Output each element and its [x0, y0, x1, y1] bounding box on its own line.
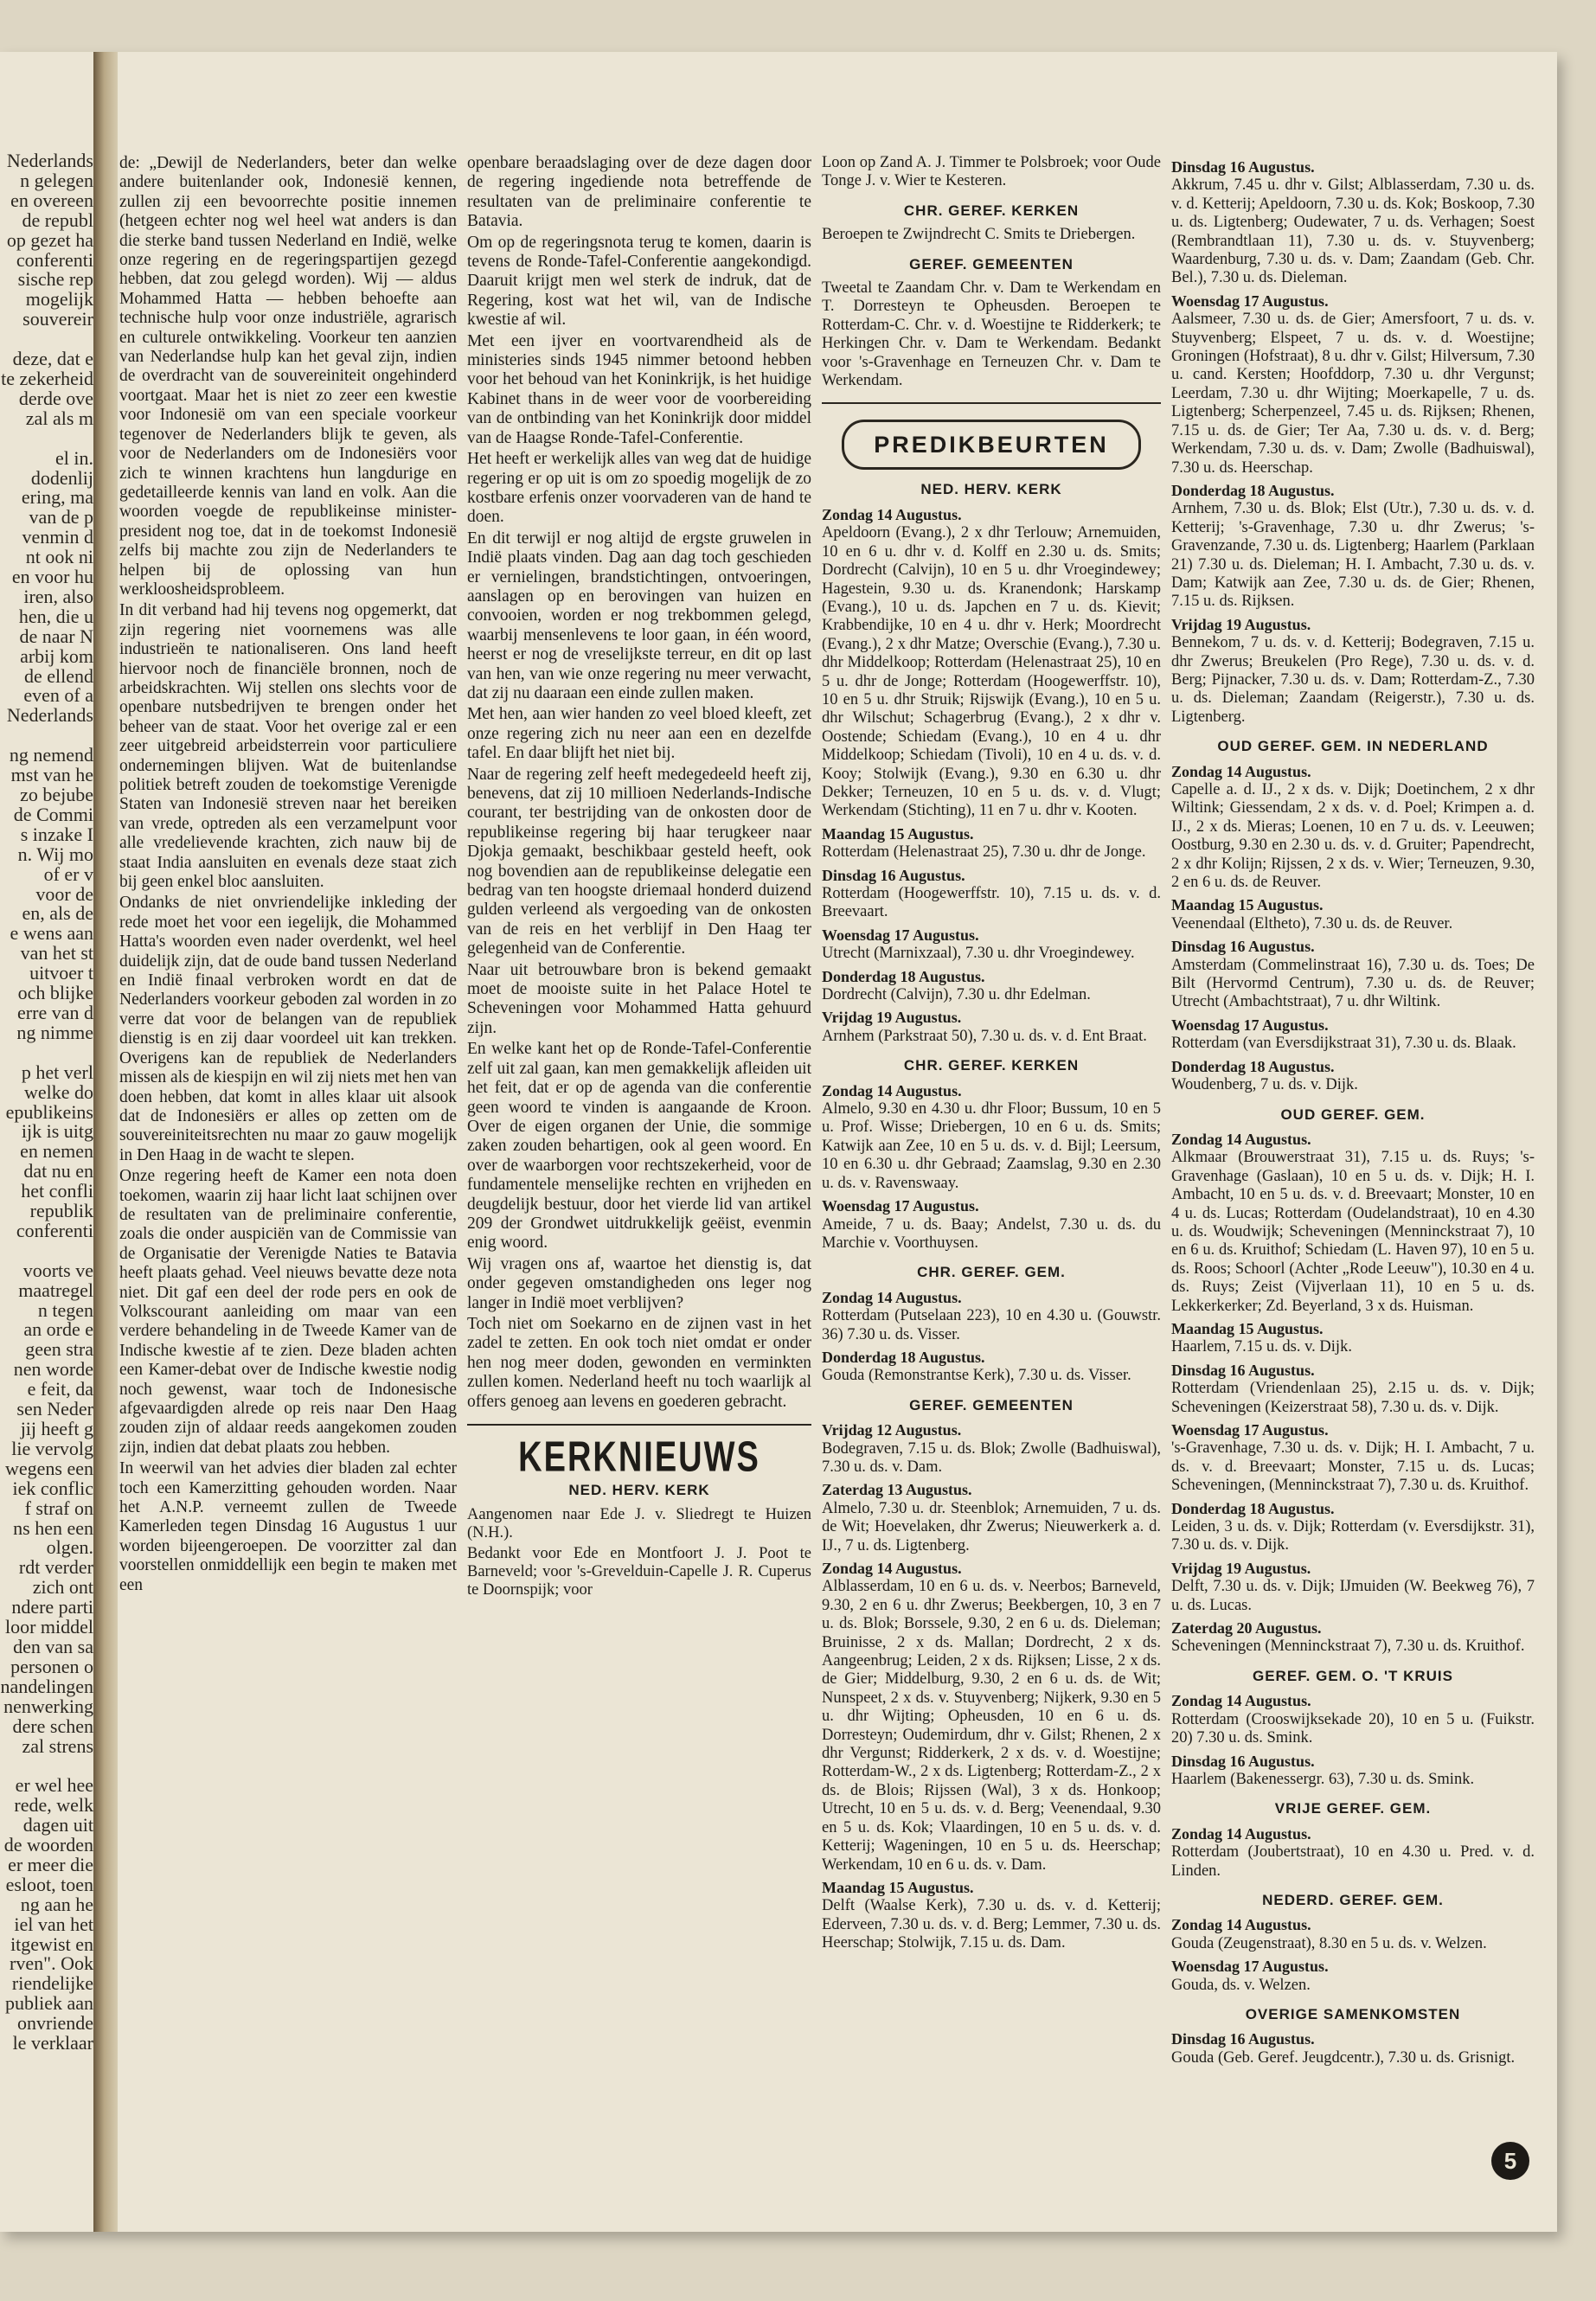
fragment-line [0, 1241, 93, 1261]
service-listing: Delft, 7.30 u. ds. v. Dijk; IJmuiden (W. Beekweg 76), 7 u. ds. Lucas. [1171, 1578, 1535, 1614]
paragraph: En dit terwijl er nog altijd de ergste gruwelen in Indië plaats vinden. Dag aan dag toch geschieden er vernielingen, brandstichtingen, ontvoeringen, aanslagen op en berovingen van huizen en convooien, worden er nog trekbommen gelegd, waarbij mensenlevens te loor gaan, in één woord, heerst er nog de vreselijkste terreur, en dit op last van hen, van wie onze regering nu meer verwacht, dat zij nu daaraan een einde zullen maken. [467, 529, 811, 702]
fragment-line: zo bejube [20, 784, 93, 805]
fragment-line: dodenlij [30, 466, 93, 489]
fragment-line: e feit, da [27, 1378, 93, 1400]
fragment-line: den van sa [13, 1635, 93, 1657]
church-news-column [822, 154, 1161, 2144]
fragment-line: mst van he [10, 764, 93, 786]
fragment-line: rven". Ook [10, 1952, 93, 1975]
service-listing: Haarlem (Bakenessergr. 63), 7.30 u. ds. Smink. [1171, 1770, 1475, 1788]
service-listing: Alkmaar (Brouwerstraat 31), 7.15 u. ds. Ruys; 's-Gravenhage (Gaslaan), 10 en 5 u. ds. v. Dijk; H. I. Ambacht, 10 en 5 u. ds. v. d. Breevaart; Monster, 10 en 4 u. ds. Lucas; Rotterdam (Oudelandstraat), 10 en 4.30 u. ds. Woudwijk; Scheveningen (Menninckstraat 7), 10 en 6 u. ds. Kruithof; Schiedam (L. Haven 97), 10 en 5 u. ds. Roos; Schoorl (Achter „Rode Leeuw"), 10.30 en 4 u. ds. Ruys; Zeist (Vijverlaan 11), 10 en 5 u. ds. Lekkerkerker; Zd. Beyerland, 3 x ds. Huisman. [1171, 1149, 1535, 1315]
service-listing: Alblasserdam, 10 en 6 u. ds. v. Neerbos; Barneveld, 9.30, 2 en 6 u. dhr Zwerus; Beekbergen, 10, 3 en 7 u. ds. Blok; Borssele, 9.30, 2 en 6 u. ds. Dieleman; Bruinisse, 2 x ds. Mallan; Dordrecht, 2 x ds. Aangeenbrug; Leiden, 2 x ds. Rijksen; Lisse, 2 x ds. de Gier; Middelburg, 9.30, 2 en 6 u. ds. de Wit; Nunspeet, 2 x ds. v. Stuyvenberg; Nijkerk, 9.30 en 5 u. dhr Wijting; Opheusden, 10 en 6 u. ds. Dorresteyn; Oudemirdum, dhr v. Gilst; Rhenen, 2 x dhr Vergunst; Ridderkerk, 2 x ds. v. d. Woestijne; Rotterdam-W., 2 x ds. Ligtenberg; Rotterdam-Z., 2 x ds. de Blois; Rijssen (Wal), 3 x ds. Honkoop; Utrecht, 10 en 5 u. ds. v. d. Berg; Veenendaal, 9.30 en 5 u. ds. Kok; Vlaardingen, 10 en 5 u. ds. v. d. Ketterij; Wageningen, 10 en 5 u. ds. Heerschap; Werkendam, 10 en 6 u. ds. v. Dam. [822, 1578, 1161, 1874]
service-day: Zondag 14 Augustus. [1171, 1692, 1311, 1710]
fragment-line: le verklaar [12, 2032, 93, 2054]
service-listing: Rotterdam (Helenastraat 25), 7.30 u. dhr de Jonge. [822, 843, 1146, 862]
fragment-line: s inzake I [20, 823, 93, 845]
service-day: Donderdag 18 Augustus. [822, 1348, 985, 1366]
service-listing: Almelo, 9.30 en 4.30 u. dhr Floor; Bussum, 10 en 5 u. Prof. Wisse; Driebergen, 10 en 6 u. ds. Smits; Katwijk aan Zee, 10 en 5 u. ds. v. d. Bijl; Leersum, 10 en 6.30 u. dhr Gebraad; Zaamslag, 9.30 en 2.30 u. ds. v. Ravenswaay. [822, 1100, 1161, 1192]
fragment-line: en nemen [20, 1140, 93, 1163]
fragment-line: ng aan he [20, 1893, 93, 1915]
church-announcement: Loon op Zand A. J. Timmer te Polsbroek; voor Oude Tonge J. v. Wier te Kesteren. [822, 154, 1161, 190]
article-column-1 [119, 154, 457, 2144]
fragment-line: nandelingen [0, 1675, 93, 1697]
service-listing: Apeldoorn (Evang.), 2 x dhr Terlouw; Arnemuiden, 10 en 6 u. dhr v. d. Kolff en 2.30 u. ds. Smits; Dordrecht (Calvijn), 10 en 5 u. dhr Vroegindewey; Hagestein, 9.30 u. ds. Kranendonk; Harskamp (Evang.), 10 u. ds. Japchen en 7 u. ds. Kievit; Krabbendijke, 10 en 4 u. dhr v. Herk; Moordrecht (Evang.), 2 x dhr Matze; Overschie (Evang.), 7.30 u. dhr Middelkoop; Rotterdam (Helenastraat 25), 10 en 5 u. dhr de Jonge; Rotterdam (Hoogewerffstr. 10), 10 en 5 u. dhr Struik; Rijswijk (Evang.), 10 en 5 u. dhr Wilschut; Schagerbrug (Evang.), 2 x dhr v. Oostende; Schiedam (Evang.), 10 en 4 u. dhr Middelkoop; Schiedam (Tivoli), 10 en 4 u. ds. v. d. Kooy; Stolwijk (Evang.), 9.30 en 6.30 u. dhr Dekker; Terneuzen, 10 en 5 u. ds. v. d. Vlugt; Werkendam (Stichting), 11 en 7 u. dhr v. Kooten. [822, 524, 1161, 820]
fragment-line: ng nemend [9, 744, 93, 766]
fragment-line: ns hen een [13, 1516, 93, 1539]
service-day: Donderdag 18 Augustus. [1171, 1057, 1335, 1075]
fragment-line: dagen uit [22, 1814, 93, 1836]
fragment-line: de Commi [13, 803, 93, 825]
fragment-line: zich ont [32, 1576, 93, 1599]
service-day: Zondag 14 Augustus. [1171, 1916, 1311, 1934]
service-listing: 's-Gravenhage, 7.30 u. ds. v. Dijk; H. I. Ambacht, 7 u. ds. v. d. Breevaart; Monster, 7.15 u. ds. Lucas; Scheveningen, (Menninckstraat 7), 7.30 u. ds. Kruithof. [1171, 1439, 1535, 1495]
service-day: Vrijdag 19 Augustus. [1171, 615, 1311, 633]
service-day: Vrijdag 12 Augustus. [822, 1421, 962, 1439]
service-listing: Rotterdam (Vriendenlaan 25), 2.15 u. ds. v. Dijk; Scheveningen (Keizerstraat 58), 7.30 u. ds. v. Dijk. [1171, 1380, 1535, 1416]
fragment-line [0, 726, 93, 746]
fragment-line: sische rep [17, 268, 93, 291]
service-listing: Rotterdam (Putselaan 223), 10 en 4.30 u. (Gouwstr. 36) 7.30 u. ds. Visser. [822, 1307, 1161, 1343]
fragment-line: e wens aan [10, 922, 93, 945]
fragment-line: riendelijke [11, 1972, 93, 1995]
fragment-line: en, als de [22, 902, 93, 925]
service-day: Zaterdag 13 Augustus. [822, 1481, 972, 1499]
fragment-line: rdt verder [18, 1556, 93, 1579]
service-day: Maandag 15 Augustus. [822, 1878, 974, 1896]
service-day: Donderdag 18 Augustus. [1171, 481, 1335, 499]
fragment-line: er meer die [8, 1853, 93, 1875]
fragment-line: ng nimme [16, 1021, 93, 1043]
fragment-line: venmin d [22, 526, 93, 548]
service-day: Zondag 14 Augustus. [822, 1288, 962, 1306]
fragment-line: of er v [43, 862, 93, 885]
fragment-line: Nederlands [6, 704, 93, 727]
service-listing: Leiden, 3 u. ds. v. Dijk; Rotterdam (v. Eversdijkstr. 31), 7.30 u. ds. v. Dijk. [1171, 1518, 1535, 1554]
paragraph: En welke kant het op de Ronde-Tafel-Conferentie zelf uit zal gaan, kan men gemakkelijk afleiden uit het feit, dat er op de agenda van die conferentie geen woord te vinden is aangaande de Kroon. Over de eigen organen der Unie, die sommige zaken zouden behartigen, ook al geen woord. En over de waarborgen voor rechtszekerheid, voor de fundamentele menselijke rechten en vrijheden en deugdelijk bestuur, door het vierde lid van artikel 209 der Grondwet uitdrukkelijk geëist, evenmin enig woord. [467, 1040, 811, 1253]
fragment-line: an orde e [23, 1318, 93, 1341]
church-announcement: Bedankt voor Ede en Montfoort J. J. Poot te Barneveld; voor 's-Grevelduin-Capelle J. R. Cuperus te Doornspijk; voor [467, 1544, 811, 1599]
fragment-line: er wel hee [15, 1774, 93, 1797]
church-announcement: Beroepen te Zwijndrecht C. Smits te Driebergen. [822, 226, 1136, 244]
service-listing: Rotterdam (Joubertstraat), 10 en 4.30 u. Pred. v. d. Linden. [1171, 1843, 1535, 1880]
service-day: Woensdag 17 Augustus. [1171, 292, 1329, 310]
fragment-line: de naar N [19, 625, 93, 647]
fragment-line: arbij kom [20, 644, 93, 667]
service-listing: Rotterdam (Crooswijksekade 20), 10 en 5 u. (Fuikstr. 20) 7.30 u. ds. Smink. [1171, 1710, 1535, 1747]
divider [467, 1424, 811, 1426]
church-news-sections [822, 202, 1161, 391]
page-fold [93, 52, 118, 2232]
fragment-line: olgen. [46, 1536, 93, 1559]
church-announcement: Aangenomen naar Ede J. v. Sliedregt te Huizen (N.H.). [467, 1505, 811, 1542]
service-day: Donderdag 18 Augustus. [1171, 1499, 1335, 1517]
fragment-line: p het verl [21, 1061, 93, 1083]
fragment-line: conferenti [16, 248, 93, 271]
service-listing: Almelo, 7.30 u. dr. Steenblok; Arnemuiden, 7 u. ds. de Wit; Hoevelaken, dhr Zwerus; Nieuwerkerk a. d. IJ., 7 u. ds. Ligtenberg. [822, 1499, 1161, 1554]
fragment-line: en voor hu [11, 566, 93, 588]
service-day: Dinsdag 16 Augustus. [1171, 2030, 1315, 2048]
article-body-continued [467, 154, 811, 1412]
fragment-line: de ellend [23, 664, 93, 687]
paragraph: de: „Dewijl de Nederlanders, beter dan welke andere buitenlander ook, Indonesië kennen, zullen zij een bevoorrechte positie innemen (hetgeen echter nog wel heel wat anders is dan die sterke band tussen Nederland en Indië, welke onze regering en de regeringspartijen gezegd hebben, dat zou gelegd worden). Wij — aldus Mohammed Hatta — hebben behoefte aan technische hulp voor onze industriële, agrarisch en culturele ontwikkeling. Voorkeur ten aanzien van Nederlandse hulp kan het geval zijn, indien de overdracht van de souvereiniteit ongehinderd voortgaat. Maar het is niet zo zeer een kwestie voor Indonesië om van een speciale voorkeur tegenover de Nederlanders blijk te geven, als voor de Nederlanders om de Indonesiërs voor zich te winnen krachtens hun langdurige en gedetailleerde kennis van land en volk. Aan die woorden voegde de republikeinse minister-president nog toe, dat in de toekomst Indonesië zelfs bij machte zou zijn de Nederlanders te helpen bij de oplossing van hun werkloosheidsprobleem. [119, 154, 457, 599]
divider [822, 402, 1161, 404]
church-heading: OUD GEREF. GEM. IN NEDERLAND [1217, 738, 1489, 755]
fragment-line: hen, die u [18, 605, 93, 627]
fragment-line: de republ [22, 208, 93, 231]
service-listing: Veenendaal (Eltheto), 7.30 u. ds. de Reuver. [1171, 914, 1453, 933]
fragment-line: erre van d [17, 1001, 93, 1023]
service-day: Zondag 14 Augustus. [822, 1081, 962, 1099]
fragment-line: itgewist en [10, 1932, 93, 1955]
service-day: Zondag 14 Augustus. [1171, 762, 1311, 780]
service-day: Dinsdag 16 Augustus. [1171, 1752, 1315, 1770]
church-heading: GEREF. GEMEENTEN [909, 1396, 1074, 1413]
page-number: 5 [1491, 2142, 1529, 2180]
fragment-line: op gezet ha [6, 228, 93, 251]
fragment-line: rede, welk [14, 1794, 93, 1817]
service-listing: Gouda (Geb. Geref. Jeugdcentr.), 7.30 u. ds. Grisnigt. [1171, 2048, 1516, 2067]
fragment-line: nt ook ni [25, 546, 93, 568]
service-listing: Woudenberg, 7 u. ds. v. Dijk. [1171, 1076, 1358, 1094]
fragment-line: souvereir [22, 308, 93, 330]
fragment-line: zal als m [25, 407, 93, 429]
fragment-line: voor de [35, 882, 93, 905]
service-listing: Arnhem, 7.30 u. ds. Blok; Elst (Utr.), 7.30 u. ds. v. d. Ketterij; 's-Gravenhage, 7.30 u. dhr Zwerus; 's-Gravenzande, 7.30 u. ds. Ligtenberg; Haarlem (Parklaan 21) 7.30 u. ds. Dieleman; H. I. Ambacht, 7.30 u. ds. v. Dam; Katwijk aan Zee, 7.30 u. ds. de Gier; Rhenen, 7.15 u. ds. Rijksen. [1171, 500, 1535, 611]
article-column-2 [467, 154, 811, 2144]
fragment-line: onvriende [17, 2012, 93, 2035]
service-day: Woensdag 17 Augustus. [822, 1197, 979, 1215]
service-listing: Gouda, ds. v. Welzen. [1171, 1976, 1311, 1994]
church-heading: CHR. GEREF. KERKEN [903, 1057, 1080, 1074]
fragment-line: derde ove [18, 387, 93, 409]
fragment-line: geen stra [25, 1338, 93, 1361]
service-day: Donderdag 18 Augustus. [822, 967, 985, 985]
service-listing: Akkrum, 7.45 u. dhr v. Gilst; Alblasserdam, 7.30 u. ds. v. d. Ketterij; Apeldoorn, 7.30 u. ds. Kok; Boskoop, 7.30 u. ds. Ligtenberg; Oudewater, 7 u. ds. Verhagen; Soest (Rembrandtlaan 11), 7.30 u. ds. v. Stuyvenberg; Waardenburg, 7.30 u. ds. v. Dam; Zaandam (Geb. Chr. Bel.), 7.30 u. ds. Dieleman. [1171, 176, 1535, 287]
services-list-1 [822, 480, 1161, 1952]
fragment-line: n gelegen [20, 169, 93, 191]
paragraph: Onze regering heeft de Kamer een nota doen toekomen, waarin zij haar licht laat schijnen over de resultaten van de preliminaire conferentie, zoals die onder auspiciën van de Commissie van de Organisatie der Verenigde Naties te Batavia heeft plaats gehad. Veel nieuws bevatte deze nota niet. Dit gaf een deel der rode pers en ook de Volkscourant aanleiding om maar van een verdere behandeling in de Tweede Kamer van de Indische kwestie af te zien. Deze bladen achten een Kamer-debat over de Indische kwestie nodig noch gewenst, waar toch de Indonesische afgevaardigden alrede op reis naar Den Haag zouden zijn of aldaar reeds aangekomen zouden zijn, indien dat debat plaats zou hebben. [119, 1167, 457, 1457]
service-listing: Utrecht (Marnixzaal), 7.30 u. dhr Vroegindewey. [822, 945, 1135, 963]
service-listing: Haarlem, 7.15 u. ds. v. Dijk. [1171, 1338, 1352, 1356]
services-list-2 [1171, 154, 1535, 2144]
service-day: Dinsdag 16 Augustus. [1171, 938, 1315, 956]
church-heading: CHR. GEREF. GEM. [917, 1264, 1066, 1281]
service-day: Dinsdag 16 Augustus. [822, 866, 965, 884]
paragraph: Met hen, aan wier handen zo veel bloed kleeft, zet onze regering zich nu neer aan een en dezelfde tafel. En daar blijft het niet bij. [467, 705, 811, 763]
paragraph: Het heeft er werkelijk alles van weg dat de huidige regering er op uit is om zo spoedig mogelijk de zo kostbare erfenis onzer voorvaderen van de hand te doen. [467, 450, 811, 527]
fragment-line: epublikeins [5, 1100, 93, 1123]
fragment-line: n. Wij mo [17, 843, 93, 865]
fragment-line: het confli [21, 1180, 93, 1202]
previous-page-column-fragment [0, 151, 93, 2262]
service-listing: Bennekom, 7 u. ds. v. d. Ketterij; Bodegraven, 7.15 u. dhr Zwerus; Breukelen (Pro Rege), 7.30 u. ds. v. d. Berg; Pijnacker, 7.30 u. ds. v. Dam; Rotterdam-Z., 7.30 u. ds. Dieleman; Zaandam (Reigerstr.), 7.30 u. ds. Ligtenberg. [1171, 634, 1535, 726]
fragment-line: te zekerheid [1, 367, 93, 389]
fragment-line: nenwerking [3, 1695, 93, 1717]
service-day: Woensdag 17 Augustus. [1171, 1421, 1329, 1439]
fragment-line: loor middel [4, 1616, 93, 1638]
service-day: Vrijdag 19 Augustus. [1171, 1559, 1311, 1577]
fragment-line: sen Neder [16, 1398, 93, 1420]
service-listing: Capelle a. d. IJ., 2 x ds. v. Dijk; Doetinchem, 2 x dhr Wiltink; Giessendam, 2 x ds. v. d. Poel; Krimpen a. d. IJ., 2 x ds. Mieras; Loenen, 10 en 7 u. ds. v. Leeuwen; Oostburg, 9.30 en 2.30 u. ds. v. d. Gruiter; Papendrecht, 2 x dhr Kolijn; Rijssen, 2 x ds. v. Wier; Terneuzen, 9.30, 2 en 6 u. ds. de Reuver. [1171, 781, 1535, 892]
fragment-line: van de p [29, 506, 93, 529]
fragment-line: deze, dat e [12, 348, 93, 370]
service-listing: Bodegraven, 7.15 u. ds. Blok; Zwolle (Badhuiswal), 7.30 u. ds. v. Dam. [822, 1439, 1161, 1476]
church-heading: VRIJE GEREF. GEM. [1274, 1800, 1432, 1817]
fragment-line: iel van het [14, 1913, 93, 1935]
service-day: Dinsdag 16 Augustus. [1171, 158, 1315, 176]
fragment-line [0, 1043, 93, 1063]
paragraph: In weerwil van het advies dier bladen zal echter toch een Kamerzitting gehouden worden. Naar het A.N.P. verneemt zullen de Tweede Kamerleden tegen Dinsdag 16 Augustus 1 uur worden bijeengeroepen. De voorzitter zal dan voorstellen onmiddellijk een begin te maken met een [119, 1459, 457, 1594]
fragment-line: lie vervolg [11, 1437, 93, 1459]
service-day: Zondag 14 Augustus. [822, 505, 962, 523]
fragment-line: Nederlands [6, 151, 93, 171]
fragment-line: f straf on [24, 1497, 93, 1519]
fragment-line: wegens een [4, 1457, 93, 1479]
service-listing: Aalsmeer, 7.30 u. ds. de Gier; Amersfoort, 7 u. ds. v. Stuyvenberg; Elspeet, 7 u. ds. v. d. Woestijne; Groningen (Hofstraat), 8 u. dhr v. Gilst; Hilversum, 7.30 u. cand. Kersten; Hoofddorp, 7.30 u. dhr Vergunst; Leerdam, 7.30 u. dhr Wijting; Moerkapelle, 7 u. ds. Ligtenberg; Scherpenzeel, 7.45 u. ds. Rijksen; Rhenen, 7.15 u. ds. de Gier; Ter Aa, 7.30 u. ds. v. d. Berg; Werkendam, 7.30 u. ds. v. Dam; Zwolle (Badhuiswal), 7.30 u. ds. Heerschap. [1171, 311, 1535, 477]
service-day: Dinsdag 16 Augustus. [1171, 1361, 1315, 1379]
paragraph: Met een ijver en voortvarendheid als de ministeries sinds 1945 nimmer betoond hebben voor het behoud van het Koninkrijk, is het huidige Kabinet thans in de weer voor de voorbereiding van de ontbinding van het Koninkrijk door middel van de Haagse Ronde-Tafel-Conferentie. [467, 331, 811, 447]
fragment-line: personen o [10, 1655, 93, 1677]
church-heading: GEREF. GEM. O. 'T KRUIS [1252, 1667, 1453, 1684]
service-day: Maandag 15 Augustus. [1171, 1319, 1324, 1337]
church-news-continued [822, 154, 1161, 191]
fragment-line: ijk is uitg [21, 1120, 93, 1143]
fragment-line: jij heeft g [20, 1418, 93, 1439]
paragraph: Wij vragen ons af, waartoe het dienstig is, dat onder gegeven omstandigheden ons leger nog langer in Indië moet verblijven? [467, 1254, 811, 1312]
paragraph: Ondanks de niet onvriendelijke inkleding der rede moet het voor een iegelijk, die Mohammed Hatta's woorden even nader overdenkt, wel heel duidelijk zijn, dat de oude band tussen Nederland en Indië finaal verbroken wordt en dat de Nederlanders voorkeur geboden zal worden in zo verre dat voor de belangen van de republiek dienstig is en zij daar voordeel uit kan trekken. Overigens kan de republiek de Nederlanders missen als de kiespijn en wil zij niets met hen van doen hebben, dat komt in alles klaar uit alsook dat de Indonesiërs er alles op zetten om de souvereiniteitsrechten nu maar zo gauw mogelijk in Den Haag in de wacht te slepen. [119, 894, 457, 1164]
fragment-line: n tegen [37, 1298, 93, 1321]
fragment-line: iek conflic [12, 1477, 93, 1499]
church-announcement: Tweetal te Zaandam Chr. v. Dam te Werkendam en T. Dorresteyn te Opheusden. Beroepen te Rotterdam-C. Chr. v. d. Woestijne te Ridderkerk; te Herkingen Chr. v. Dam te Werkendam. Bedankt voor 's-Gravenhage en Terneuzen Chr. v. Dam te Werkendam. [822, 279, 1161, 390]
fragment-line [0, 1756, 93, 1776]
fragment-line: publiek aan [4, 1992, 93, 2015]
paragraph: Toch niet om Soekarno en de zijnen vast in het zadel te zetten. En ook toch niet omdat er onder hen nog meer doden, gewonden en verminkten zullen komen. Nederland heeft nu toch waarlijk al offers genoeg aan levens en goederen gebracht. [467, 1314, 811, 1411]
service-listing: Gouda (Zeugenstraat), 8.30 en 5 u. ds. v. Welzen. [1171, 1934, 1487, 1952]
predikbeurten-title: PREDIKBEURTEN [842, 420, 1141, 470]
fragment-line: conferenti [16, 1219, 93, 1241]
section-heading: CHR. GEREF. KERKEN [903, 202, 1080, 219]
fragment-line: dat nu en [23, 1160, 93, 1183]
church-heading: OUD GEREF. GEM. [1280, 1106, 1426, 1123]
fragment-line: maatregel [18, 1279, 93, 1301]
service-day: Woensdag 17 Augustus. [1171, 1958, 1329, 1976]
service-day: Woensdag 17 Augustus. [1171, 1016, 1329, 1034]
paragraph: Naar uit betrouwbare bron is bekend gemaakt moet de mooiste suite in het Palace Hotel te Scheveningen voor Mohammed Hatta gehuurd zijn. [467, 960, 811, 1037]
service-listing: Rotterdam (van Eversdijkstraat 31), 7.30 u. ds. Blaak. [1171, 1035, 1516, 1053]
paragraph: Naar de regering zelf heeft medegedeeld heeft zij, benevens, dat zij 10 millioen Nederlands-Indische courant, ter bestrijding van de onkosten door de republikeinse regering bij haar terugkeer naar Djokja gemaakt, beschikbaar gesteld heeft, ook nog bovendien aan de republikeinse delegatie een bedrag van ten hoogste driemaal honderd duizend gulden verleend als vergoeding van de onkosten van de reis en het verblijf in Den Haag ter gelegenheid van de Conferentie. [467, 765, 811, 958]
service-day: Zondag 14 Augustus. [1171, 1130, 1311, 1148]
service-day: Woensdag 17 Augustus. [822, 926, 979, 944]
fragment-line: och blijke [17, 982, 93, 1004]
service-listing: Gouda (Remonstrantse Kerk), 7.30 u. ds. Visser. [822, 1367, 1131, 1385]
fragment-line: de woorden [3, 1834, 93, 1856]
paragraph: Om op de regeringsnota terug te komen, daarin is tevens de Ronde-Tafel-Conferentie aangekondigd. Daaruit krijgt men wel sterk de indruk, dat de Regering, kost wat het wil, van de Indische kwestie af wil. [467, 233, 811, 330]
section-heading: GEREF. GEMEENTEN [909, 255, 1074, 272]
kerknieuws-items [467, 1506, 811, 1600]
service-day: Maandag 15 Augustus. [1171, 896, 1324, 914]
service-day: Zondag 14 Augustus. [822, 1560, 962, 1577]
fragment-line: uitvoer t [29, 962, 93, 984]
kerknieuws-heading: NED. HERV. KERK [568, 1482, 710, 1499]
church-heading: NED. HERV. KERK [920, 481, 1062, 498]
fragment-line [0, 330, 93, 349]
service-listing: Scheveningen (Menninckstraat 7), 7.30 u. ds. Kruithof. [1171, 1638, 1525, 1656]
fragment-line: mogelijk [25, 288, 93, 311]
fragment-line: en overeen [10, 189, 93, 211]
fragment-line: welke do [23, 1080, 93, 1103]
service-day: Zaterdag 20 Augustus. [1171, 1619, 1322, 1638]
church-heading: NEDERD. GEREF. GEM. [1262, 1891, 1444, 1908]
fragment-line: even of a [23, 684, 93, 707]
fragment-line: voorts ve [22, 1259, 93, 1281]
service-day: Zondag 14 Augustus. [1171, 1824, 1311, 1843]
paragraph: openbare beraadslaging over de deze dagen door de regering ingediende nota betreffende de resultaten van de preliminaire conferentie te Batavia. [467, 154, 811, 231]
service-listing: Ameide, 7 u. ds. Baay; Andelst, 7.30 u. ds. du Marchie v. Voorthuysen. [822, 1215, 1161, 1252]
service-day: Vrijdag 19 Augustus. [822, 1009, 962, 1027]
service-listing: Dordrecht (Calvijn), 7.30 u. dhr Edelman. [822, 986, 1091, 1004]
fragment-line: ndere parti [11, 1596, 93, 1618]
kerknieuws-title: KERKNIEUWS [518, 1433, 760, 1482]
service-listing: Arnhem (Parkstraat 50), 7.30 u. ds. v. d. Ent Braat. [822, 1027, 1147, 1045]
church-heading: OVERIGE SAMENKOMSTEN [1245, 2005, 1461, 2022]
fragment-line [0, 429, 93, 449]
fragment-line: el in. [55, 446, 93, 469]
service-listing: Amsterdam (Commelinstraat 16), 7.30 u. ds. Toes; De Bilt (Hervormd Centrum), 7.30 u. ds. de Reuver; Utrecht (Ambachtstraat), 7 u. dhr Wiltink. [1171, 956, 1535, 1011]
fragment-line: republik [29, 1200, 93, 1222]
fragment-line: esloot, toen [5, 1873, 93, 1895]
fragment-line: van het st [20, 942, 93, 965]
service-day: Maandag 15 Augustus. [822, 824, 974, 843]
paragraph: In dit verband had hij tevens nog opgemerkt, dat zijn regering niet voornemens was alle industrieën te nationaliseren. Ons land heeft hiervoor noch de financiële bronnen, noch de arbeidskrachten. Wij stellen ons slechts voor de openbare nutsbedrijven te brengen onder het beheer van de staat. Voor het overige zal er een zeer uitgebreid arbeidsterrein voor particuliere ondernemingen blijven. Wat de buitenlandse politiek betreft zouden de toekomstige Verenigde Staten van Indonesië streven naar het bereiken van vrede, optreden als een verzamelpunt voor alle vredelievende krachten, zich nauw bij de staat India aansluiten en evenals deze staat zich bij geen enkel bloc aansluiten. [119, 601, 457, 892]
fragment-line: dere schen [12, 1715, 93, 1737]
service-listing: Rotterdam (Hoogewerffstr. 10), 7.15 u. ds. v. d. Breevaart. [822, 885, 1161, 921]
service-listing: Delft (Waalse Kerk), 7.30 u. ds. v. d. Ketterij; Ederveen, 7.30 u. ds. v. d. Berg; Lemmer, 7.30 u. ds. Heerschap; Stolwijk, 7.15 u. ds. Dam. [822, 1897, 1161, 1952]
fragment-line: iren, also [23, 585, 93, 607]
fragment-line: ering, ma [21, 486, 93, 509]
fragment-line: nen worde [13, 1358, 93, 1381]
fragment-line: zal strens [22, 1734, 93, 1757]
